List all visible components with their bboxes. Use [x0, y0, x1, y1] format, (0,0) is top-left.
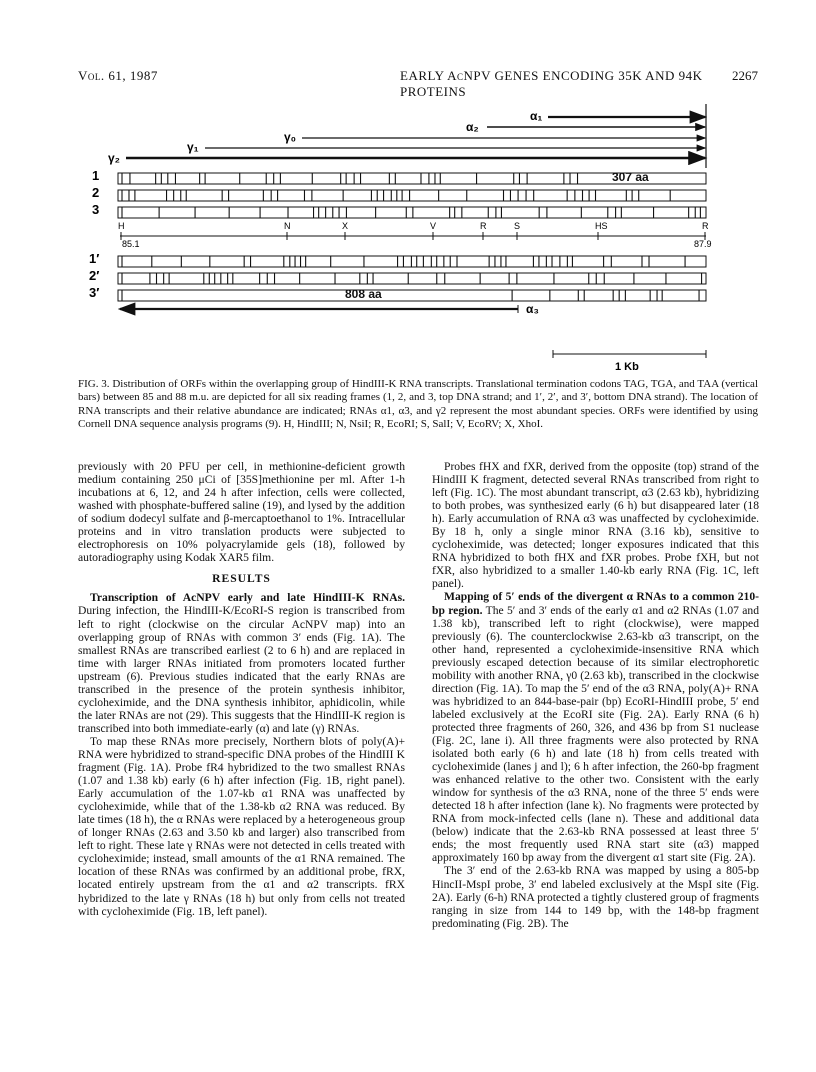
site-label: S — [514, 221, 521, 231]
right-paragraph-2-body: The 5′ and 3′ ends of the early α1 and α2 RNAs (1.07 and 1.38 kb), transcribed left to right (clockwise), were mapped previously (6). The counterclockwise 2.63-kb α3 transcript, on the other hand, represented a cycloheximide-insensitive RNA which previously escaped detection because of its similar electrophoretic mobility with another RNA, γ0 (2.63 kb), transcribed in the clockwise direction (Fig. 1A). To map the 5′ end of the α3 RNA, poly(A)+ RNA was hybridized to an 844-base-pair (bp) EcoRI-HindIII probe, 5′ end labeled exclusively at the EcoRI site (Fig. 2A). Early RNA (6 h) protected three fragments of 260, 326, and 436 bp from S1 nuclease (Fig. 2C, lane i). All three fragments were also protected by RNA isolated both early (6 h) and late (18 h) from cells treated with cycloheximide (lanes j and l); 6 h after infection, the 260-bp fragment was enhanced relative to the other two. Consistent with the early window for synthesis of the α3 RNA, none of the three 5′ ends were detected 18 h after infection (lane k). No fragments were protected by RNA from mock-infected cells (lane n). These and additional data (below) indicate that the 2.63-kb RNA possessed at least three 5′ ends; the most frequently used RNA start site (α3) mapped approximately 160 bp away from the divergent α1 start site (Fig. 2A). — [432, 603, 759, 865]
left-column — [78, 460, 405, 918]
frame-3-bar — [118, 207, 706, 218]
results-paragraph-1 — [78, 591, 405, 735]
frame-3-label: 3 — [92, 202, 100, 217]
site-label: H — [118, 221, 125, 231]
right-paragraph-3: The 3′ end of the 2.63-kb RNA was mapped by using a 805-bp HincII-MspI probe, 3′ end labeled exclusively at the MspI site (Fig. 2A). Early (6-h) RNA protected a tightly clustered group of fragments ranging in size from 144 to 149 bp, with the 148-bp fragment predominating (Fig. 2B). The — [432, 864, 759, 930]
results-paragraph-1-body: During infection, the HindIII-K/EcoRI-S region is transcribed from left to right (clockwise on the circular AcNPV map) into an overlapping group of RNAs with common 3′ ends (Fig. 1A). The smallest RNAs are transcribed earliest (2 to 6 h) and are replaced in time with larger RNAs initiated from promoters located further upstream (6). Previous studies indicated that the early RNAs are transcribed in the presence of the protein synthesis inhibitor, cycloheximide, and the DNA synthesis inhibitor, aphidicolin, while the later RNAs are not (29). This suggests that the HindIII-K region is transcribed into both immediate-early (α) and late (γ) RNAs. — [78, 604, 405, 735]
alpha3-label: α₃ — [526, 302, 539, 316]
frame-2-label: 2 — [92, 185, 100, 200]
results-heading: RESULTS — [212, 572, 271, 586]
frame-3p-label: 3′ — [89, 285, 100, 300]
section-lead-mapping: Mapping of 5′ ends of the divergent α RNAs to a common 210-bp region. — [432, 590, 759, 617]
frame-1p-bar — [118, 256, 706, 267]
site-label: R — [480, 221, 487, 231]
journal-volume: Vol. 61, 1987 — [78, 68, 158, 83]
right-column — [432, 460, 759, 930]
frame-1p-label: 1′ — [89, 251, 100, 266]
orf-808aa-label: 808 aa — [345, 287, 382, 301]
right-paragraph-2 — [432, 590, 759, 864]
map-unit-left: 85.1 — [122, 239, 140, 249]
site-label: V — [430, 221, 437, 231]
frame-2p-bar — [118, 273, 706, 284]
orf-map-figure — [0, 0, 816, 372]
site-label: X — [342, 221, 349, 231]
frame-3p-bar — [118, 290, 706, 301]
gamma2-label: γ₂ — [108, 151, 121, 165]
methods-paragraph: previously with 20 PFU per cell, in methionine-deficient growth medium containing 250 μCi of [35S]methionine per ml. After 1-h incubations at 6, 12, and 24 h after infection, cells were collected, washed with phosphate-buffered saline (19), and lysed by the addition of sodium dodecyl sulfate and β-mercaptoethanol to 1%. Intracellular proteins and in vitro translation products were subjected to electrophoresis on 10% polyacrylamide gels (18), followed by autoradiography using Kodak XAR5 film. — [78, 460, 405, 565]
alpha2-label: α₂ — [466, 120, 479, 134]
figure-caption: FIG. 3. Distribution of ORFs within the overlapping group of HindIII-K RNA transcripts. Translational termination codons TAG, TGA, and TAA (vertical bars) between 85 and 88 m.u. are depicted for all six reading frames (1, 2, and 3, top DNA strand; and 1′, 2′, and 3′, bottom DNA strand). The location of RNA transcripts and their relative abundance are indicated; RNAs α1, α3, and γ2 represent the most abundant species. ORFs were identified by using Cornell DNA sequence analysis programs (9). H, HindIII; N, NsiI; R, EcoRI; S, SalI; V, EcoRV; X, XhoI. — [78, 378, 758, 430]
section-lead-transcription: Transcription of AcNPV early and late HindIII-K RNAs. — [90, 591, 405, 605]
restriction-sites — [118, 221, 709, 240]
gamma0-label: γ₀ — [284, 130, 297, 144]
orf-307aa-label: 307 aa — [612, 170, 649, 184]
results-paragraph-2: To map these RNAs more precisely, Northern blots of poly(A)+ RNA were hybridized to strand-specific DNA probes of the HindIII K fragment (Fig. 1A). Probe fR4 hybridized to the two smallest RNAs (1.07 and 1.38 kb) early (6 h) after infection (Fig. 1B, right panel). Early accumulation of the 1.07-kb α1 RNA was unaffected by cycloheximide, while that of the 1.38-kb α2 RNA was reduced. By late times (18 h), the α RNAs were replaced by a heterogeneous group of longer RNAs (2.63 and 3.50 kb and larger) also transcribed from left to right. These late γ RNAs were not detected in cells treated with cycloheximide; instead, small amounts of the α1 RNA remained. The location of these RNAs was confirmed by an additional probe, fRX, located entirely upstream from the α1 and α2 transcripts. fRX hybridized to the late γ RNAs (18 h) but only from cells not treated with cycloheximide (Fig. 1B, left panel). — [78, 734, 405, 918]
site-label: HS — [595, 221, 608, 231]
page-number: 2267 — [732, 68, 758, 83]
alpha1-label: α₁ — [530, 109, 543, 123]
map-unit-right: 87.9 — [694, 239, 712, 249]
scale-bar-label: 1 Kb — [615, 361, 639, 372]
site-label: N — [284, 221, 291, 231]
frame-2p-label: 2′ — [89, 268, 100, 283]
running-title: EARLY AcNPV GENES ENCODING 35K AND 94K PROTEINS — [400, 68, 703, 99]
frame-2-bar — [118, 190, 706, 201]
right-paragraph-1: Probes fHX and fXR, derived from the opposite (top) strand of the HindIII K fragment, detected several RNAs transcribed from right to left (Fig. 1C). The most abundant transcript, α3 (2.63 kb), hybridizing to both probes, was synthesized early (6 h) but disappeared later (18 h). Early accumulation of RNA α3 was unaffected by cycloheximide. By 18 h, only a single minor RNA (3.16 kb), sensitive to cycloheximide, was detected; longer exposures indicated that this RNA hybridized to both fHX and fXR probes. Probe fXH, but not fXR, also hybridized to a smaller 1.40-kb early RNA (Fig. 1C, left panel). — [432, 460, 759, 591]
gamma1-label: γ₁ — [187, 140, 199, 154]
frame-1-label: 1 — [92, 168, 100, 183]
reading-frames — [118, 173, 706, 301]
site-label: R — [702, 221, 709, 231]
